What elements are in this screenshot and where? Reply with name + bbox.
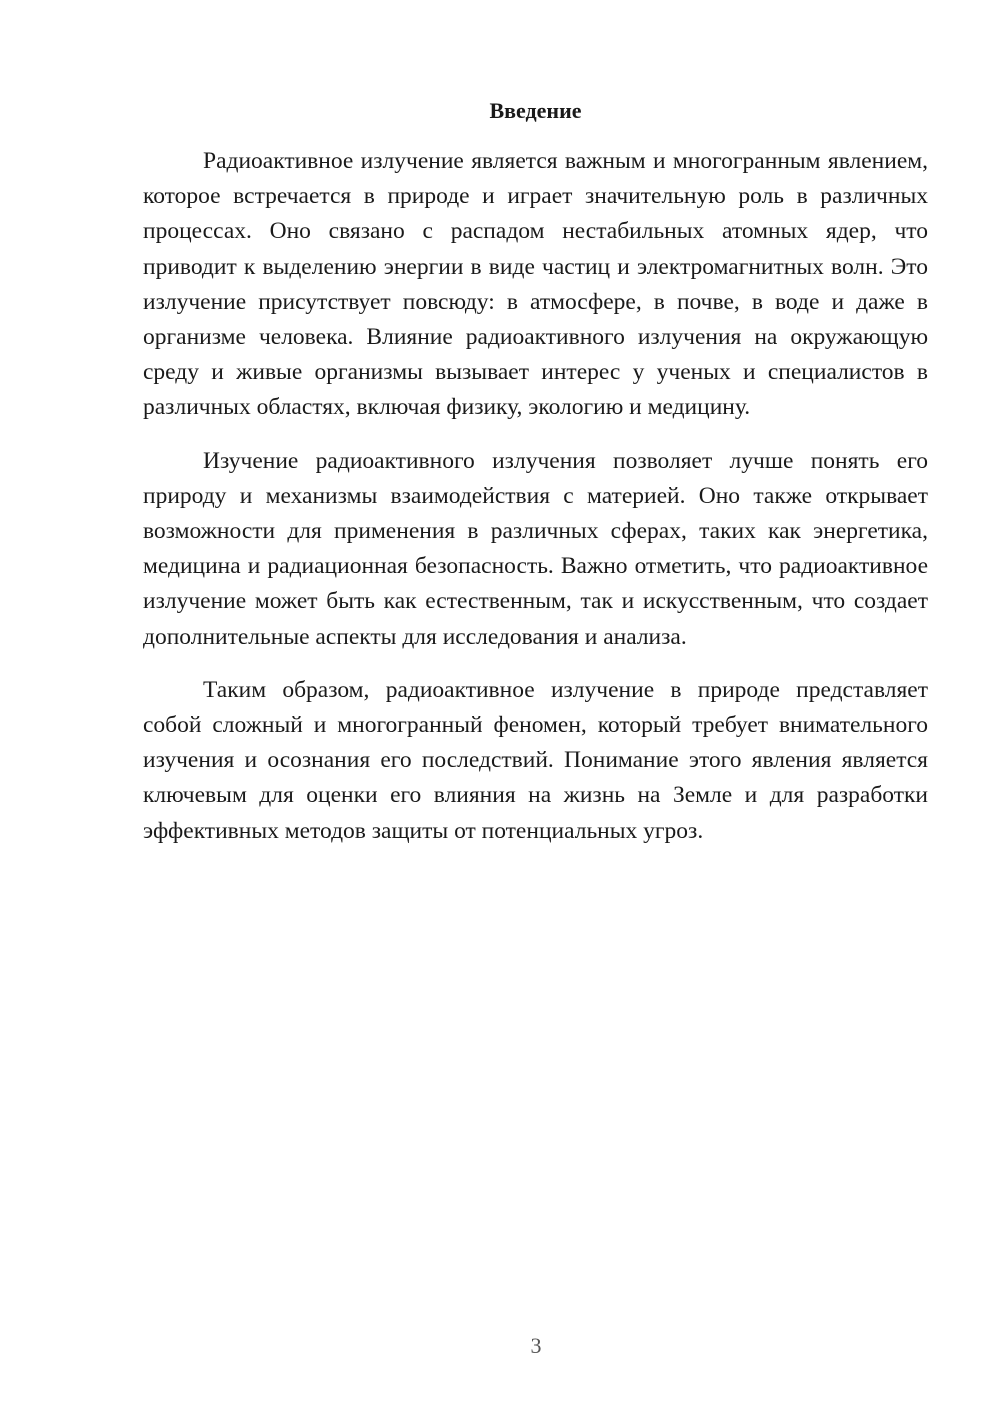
paragraph-3: Таким образом, радиоактивное излучение в природе представляет собой сложный и многогранный феномен, который требует внимательного изучения и осознания его последствий. Понимание этого явления является ключевым для оценки его влияния на жизнь на Земле и для разработки эффективных методов защиты от потенциальных угроз. [143, 676, 928, 844]
section-heading: Введение [489, 98, 582, 123]
page-content [143, 96, 928, 867]
paragraph-1: Радиоактивное излучение является важным и многогранным явлением, которое встречается в природе и играет значительную роль в различных процессах. Оно связано с распадом нестабильных атомных ядер, что приводит к выделению энергии в виде частиц и электромагнитных волн. Это излучение присутствует повсюду: в атмосфере, в почве, в воде и даже в организме человека. Влияние радиоактивного излучения на окружающую среду и живые организмы вызывает интерес у ученых и специалистов в различных областях, включая физику, экологию и медицину. [143, 148, 928, 421]
paragraph-2: Изучение радиоактивного излучения позволяет лучше понять его природу и механизмы взаимодействия с материей. Оно также открывает возможности для применения в различных сферах, таких как энергетика, медицина и радиационная безопасность. Важно отметить, что радиоактивное излучение может быть как естественным, так и искусственным, что создает дополнительные аспекты для исследования и анализа. [143, 447, 928, 650]
page-number: 3 [530, 1333, 542, 1358]
